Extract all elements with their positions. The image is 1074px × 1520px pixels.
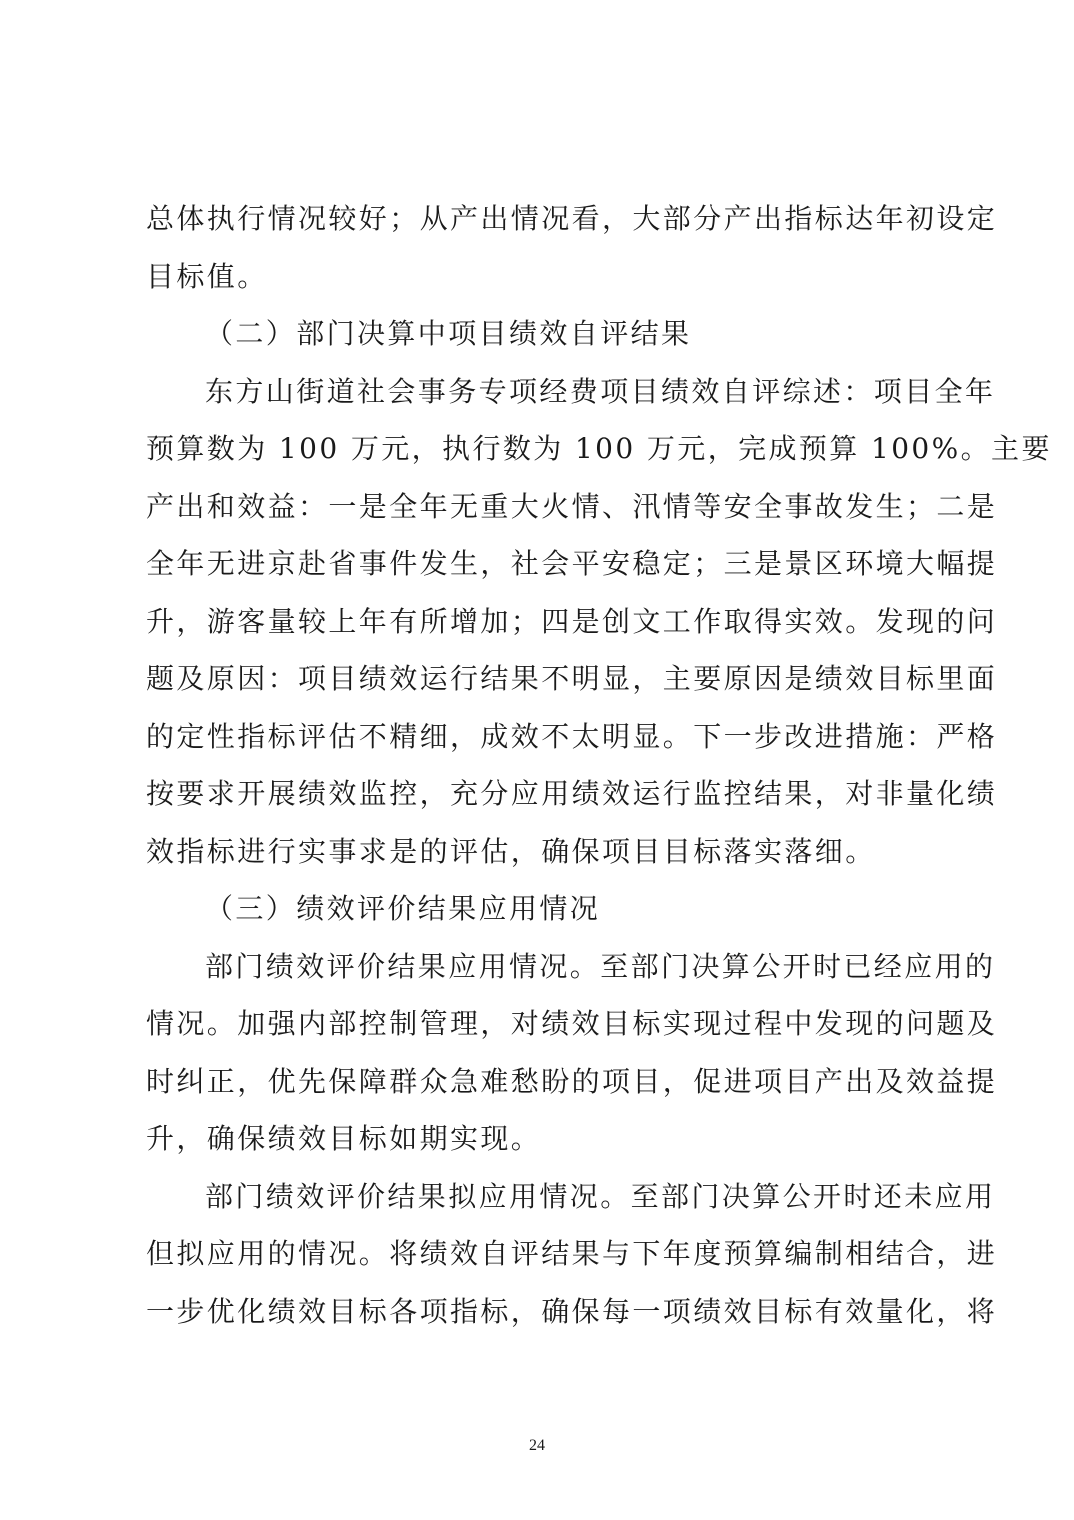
paragraph-line: 题及原因：项目绩效运行结果不明显，主要原因是绩效目标里面	[146, 662, 998, 695]
paragraph-line: 全年无进京赴省事件发生，社会平安稳定；三是景区环境大幅提	[146, 547, 998, 580]
paragraph-line: 总体执行情况较好；从产出情况看，大部分产出指标达年初设定	[146, 202, 998, 235]
section-heading-2: （二）部门决算中项目绩效自评结果	[205, 317, 692, 350]
paragraph-line: 按要求开展绩效监控，充分应用绩效运行监控结果，对非量化绩	[146, 777, 998, 810]
paragraph-line: 情况。加强内部控制管理，对绩效目标实现过程中发现的问题及	[146, 1007, 998, 1040]
paragraph-line: 东方山街道社会事务专项经费项目绩效自评综述：项目全年	[205, 374, 996, 408]
paragraph-line: 产出和效益：一是全年无重大火情、汛情等安全事故发生；二是	[146, 489, 998, 523]
paragraph-line: 预算数为 100 万元，执行数为 100 万元，完成预算 100%。主要	[146, 432, 1052, 465]
body-text	[146, 190, 1052, 1340]
paragraph-line: 升，确保绩效目标如期实现。	[146, 1122, 542, 1155]
paragraph-line: 升，游客量较上年有所增加；四是创文工作取得实效。发现的问	[146, 604, 998, 638]
paragraph-line: 的定性指标评估不精细，成效不太明显。下一步改进措施：严格	[146, 719, 998, 753]
paragraph-line: 部门绩效评价结果拟应用情况。至部门决算公开时还未应用	[205, 1179, 996, 1213]
paragraph-line: 时纠正，优先保障群众急难愁盼的项目，促进项目产出及效益提	[146, 1064, 998, 1098]
paragraph-line: 目标值。	[146, 259, 268, 293]
paragraph-line: 一步优化绩效目标各项指标，确保每一项绩效目标有效量化，将	[146, 1294, 998, 1328]
paragraph-line: 部门绩效评价结果应用情况。至部门决算公开时已经应用的	[205, 949, 996, 983]
page-number: 24	[529, 1437, 545, 1454]
section-heading-3: （三）绩效评价结果应用情况	[205, 892, 601, 925]
paragraph-line: 但拟应用的情况。将绩效自评结果与下年度预算编制相结合，进	[146, 1237, 998, 1270]
paragraph-line: 效指标进行实事求是的评估，确保项目目标落实落细。	[146, 834, 876, 868]
